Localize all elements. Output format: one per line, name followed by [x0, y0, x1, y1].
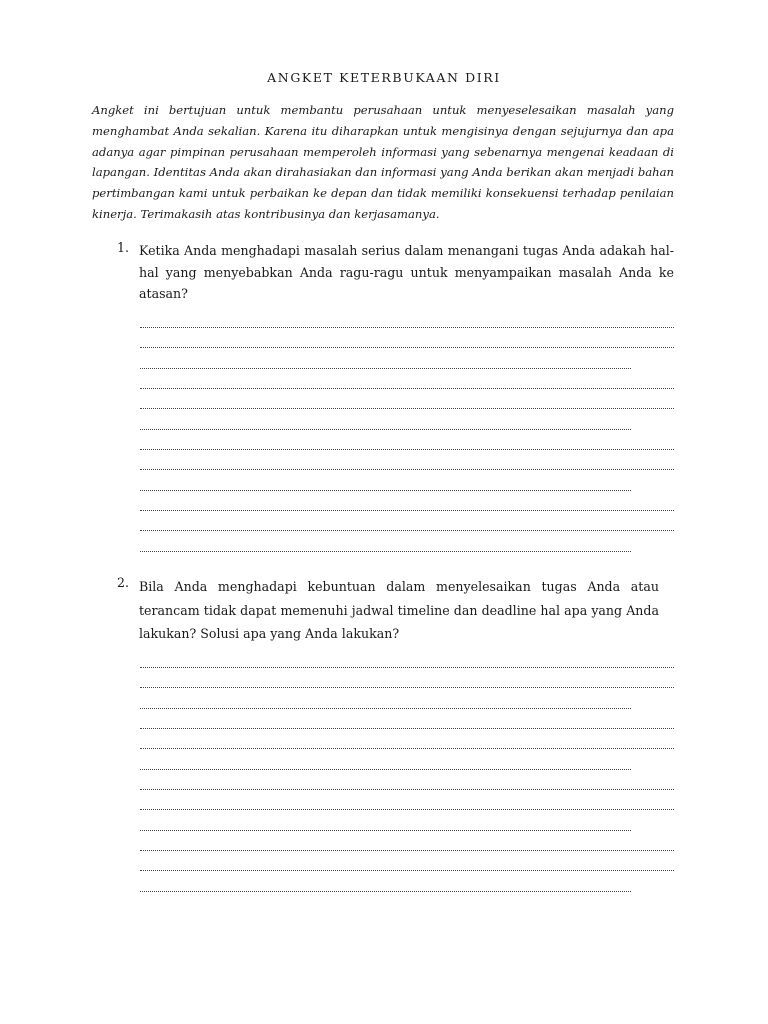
answer-line[interactable] [140, 428, 631, 430]
answer-line[interactable] [140, 849, 674, 851]
answer-line[interactable] [140, 407, 674, 409]
answer-line[interactable] [140, 768, 631, 770]
answer-line[interactable] [140, 448, 674, 450]
question-text: Bila Anda menghadapi kebuntuan dalam menyelesaikan tugas Anda atau terancam tidak dapat memenuhi jadwal timeline dan deadline hal apa yang Anda lakukan? Solusi apa yang Anda lakukan? [139, 579, 659, 641]
answer-line[interactable] [140, 550, 631, 552]
answer-line[interactable] [140, 367, 631, 369]
answer-line[interactable] [140, 890, 631, 892]
question-number: 2. [117, 575, 130, 590]
answer-line[interactable] [140, 346, 674, 348]
answer-line[interactable] [140, 666, 674, 668]
answer-line[interactable] [140, 707, 631, 709]
question-text: Ketika Anda menghadapi masalah serius dalam menangani tugas Anda adakah hal-hal yang menyebabkan Anda ragu-ragu untuk menyampaikan masalah Anda ke atasan? [139, 243, 674, 301]
answer-line[interactable] [140, 387, 674, 389]
answer-line[interactable] [140, 829, 631, 831]
answer-line[interactable] [140, 489, 631, 491]
intro-paragraph: Angket ini bertujuan untuk membantu perusahaan untuk menyeselesaikan masalah yang menghambat Anda sekalian. Karena itu diharapkan untuk mengisinya dengan sejujurnya dan apa adanya agar pimpinan perusahaan memperoleh informasi yang sebenarnya mengenai keadaan di lapangan. Identitas Anda akan dirahasiakan dan informasi yang Anda berikan akan menjadi bahan pertimbangan kami untuk perbaikan ke depan dan tidak memiliki konsekuensi terhadap penilaian kinerja. Terimakasih atas kontribusinya dan kerjasamanya. [92, 103, 674, 221]
document-title: ANGKET KETERBUKAAN DIRI [267, 70, 501, 85]
answer-line[interactable] [140, 509, 674, 511]
answer-line[interactable] [140, 468, 674, 470]
question-number: 1. [117, 240, 130, 255]
answer-line[interactable] [140, 686, 674, 688]
answer-line[interactable] [140, 747, 674, 749]
answer-line[interactable] [140, 326, 674, 328]
answer-line[interactable] [140, 727, 674, 729]
answer-line[interactable] [140, 869, 674, 871]
answer-line[interactable] [140, 808, 674, 810]
answer-line[interactable] [140, 788, 674, 790]
answer-line[interactable] [140, 529, 674, 531]
